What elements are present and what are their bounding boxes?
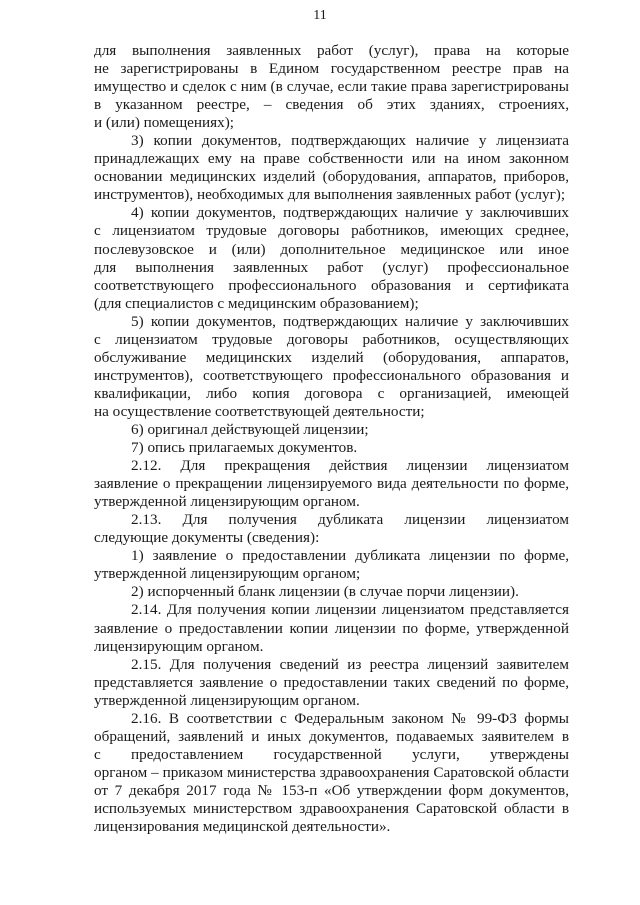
text-line: 5) копии документов, подтверждающих наличие у заключивших — [131, 312, 569, 330]
page-number: 11 — [313, 8, 327, 23]
text-line: послевузовское и (или) дополнительное медицинское или иное — [94, 240, 569, 258]
text-line: соответствующего профессионального образования и сертификата — [94, 276, 569, 294]
text-line: 2) испорченный бланк лицензии (в случае порчи лицензии). — [131, 583, 519, 601]
text-line: утвержденной лицензирующим органом. — [94, 493, 360, 511]
text-line: лицензирующим органом. — [94, 637, 264, 655]
text-line: инструментов), необходимых для выполнения заявленных работ (услуг); — [94, 186, 566, 204]
text-line: используемых министерством здравоохранения Саратовской области в — [94, 799, 569, 817]
text-line: с лицензиатом трудовые договоры работников, осуществляющих — [94, 330, 569, 348]
text-line: 1) заявление о предоставлении дубликата лицензии по форме, — [131, 547, 569, 565]
text-line: следующие документы (сведения): — [94, 529, 320, 547]
text-line: утвержденной лицензирующим органом. — [94, 691, 360, 709]
text-line: 2.14. Для получения копии лицензии лицензиатом представляется — [131, 601, 569, 619]
text-line: с лицензиатом трудовые договоры работников, имеющих среднее, — [94, 222, 569, 240]
text-line: 2.13. Для получения дубликата лицензии лицензиатом — [131, 511, 569, 529]
text-line: утвержденной лицензирующим органом; — [94, 565, 361, 583]
text-line: для выполнения заявленных работ (услуг), права на которые — [94, 42, 569, 59]
text-line: с предоставлением государственной услуги, утверждены — [94, 745, 569, 763]
text-line: в указанном реестре, – сведения об этих зданиях, строениях, — [94, 96, 569, 114]
text-line: 4) копии документов, подтверждающих наличие у заключивших — [131, 204, 569, 222]
text-line: 3) копии документов, подтверждающих наличие у лицензиата — [131, 132, 569, 150]
text-line: квалификации, либо копия договора с организацией, имеющей — [94, 384, 569, 402]
document-body — [94, 42, 569, 836]
text-line: лицензирования медицинской деятельности». — [94, 818, 391, 836]
text-line: представляется заявление о предоставлении таких сведений по форме, — [94, 673, 569, 691]
text-line: и (или) помещениях); — [94, 114, 235, 132]
text-line: заявление о предоставлении копии лицензии по форме, утвержденной — [94, 619, 569, 637]
text-line: 6) оригинал действующей лицензии; — [131, 420, 369, 438]
text-line: для выполнения заявленных работ (услуг) профессиональное — [94, 258, 569, 276]
text-line: на осуществление соответствующей деятельности; — [94, 402, 425, 420]
text-line: обращений, заявлений и иных документов, подаваемых заявителем в — [94, 727, 569, 745]
text-line: 2.12. Для прекращения действия лицензии лицензиатом — [131, 457, 569, 475]
text-line: принадлежащих ему на праве собственности или на ином законном — [94, 150, 569, 168]
text-line: 2.16. В соответствии с Федеральным законом № 99-ФЗ формы — [131, 709, 569, 727]
text-line: инструментов), соответствующего профессионального образования и — [94, 366, 569, 384]
text-line: 2.15. Для получения сведений из реестра лицензий заявителем — [131, 655, 569, 673]
text-line: основании медицинских изделий (оборудования, аппаратов, приборов, — [94, 168, 569, 186]
text-line: заявление о прекращении лицензируемого вида деятельности по форме, — [94, 475, 569, 493]
text-line: 7) опись прилагаемых документов. — [131, 439, 358, 457]
text-line: органом – приказом министерства здравоохранения Саратовской области — [94, 763, 569, 781]
text-line: имущество и сделок с ним (в случае, если такие права зарегистрированы — [94, 78, 569, 96]
text-line: обслуживание медицинских изделий (оборудования, аппаратов, — [94, 348, 569, 366]
text-line: (для специалистов с медицинским образованием); — [94, 294, 419, 312]
text-line: не зарегистрированы в Едином государственном реестре прав на — [94, 60, 569, 78]
text-line: от 7 декабря 2017 года № 153-п «Об утверждении форм документов, — [94, 781, 569, 799]
